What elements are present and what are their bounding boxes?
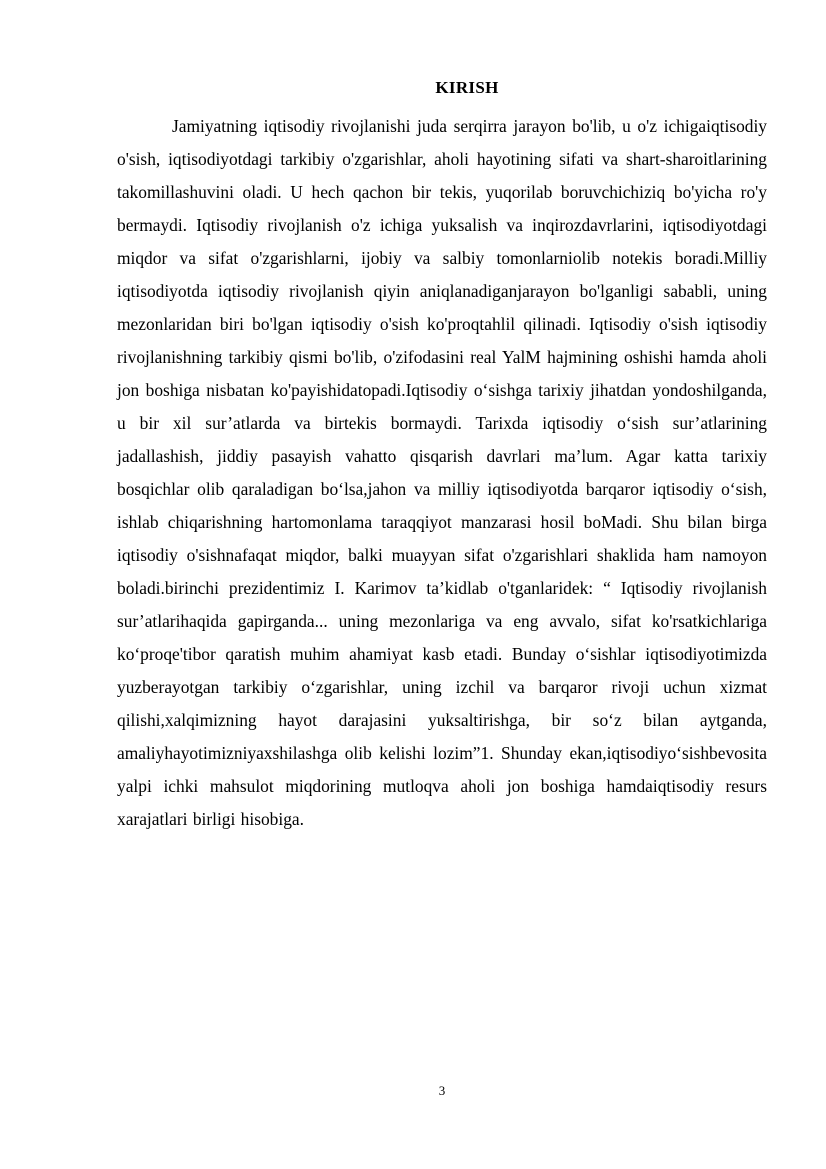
section-heading: KIRISH — [435, 78, 499, 97]
body-paragraph: Jamiyatning iqtisodiy rivojlanishi juda serqirra jarayon bo'lib, u o'z ichigaiqtisodiy o'sish, iqtisodiyotdagi tarkibiy o'zgarishlar, aholi hayotining sifati va shart-sharoitlarining takomillashuvini oladi. U hech qachon bir tekis, yuqorilab boruvchichiziq bo'yicha ro'y bermaydi. Iqtisodiy rivojlanish o'z ichiga yuksalish va inqirozdavrlarini, iqtisodiyotdagi miqdor va sifat o'zgarishlarni, ijobiy va salbiy tomonlarniolib notekis boradi.Milliy iqtisodiyotda iqtisodiy rivojlanish qiyin aniqlanadiganjarayon bo'lganligi sababli, uning mezonlaridan biri bo'lgan iqtisodiy o'sish ko'proqtahlil qilinadi. Iqtisodiy o'sish iqtisodiy rivojlanishning tarkibiy qismi bo'lib, o'zifodasini real YalM hajmining oshishi hamda aholi jon boshiga nisbatan ko'payishidatopadi.Iqtisodiy o‘sishga tarixiy jihatdan yondoshilganda, u bir xil sur’atlarda va birtekis bormaydi. Tarixda iqtisodiy o‘sish sur’atlarining jadallashish, jiddiy pasayish vahatto qisqarish davrlari ma’lum. Agar katta tarixiy bosqichlar olib qaraladigan bo‘lsa,jahon va milliy iqtisodiyotda barqaror iqtisodiy o‘sish, ishlab chiqarishning hartomonlama taraqqiyot manzarasi hosil boMadi. Shu bilan birga iqtisodiy o'sishnafaqat miqdor, balki muayyan sifat o'zgarishlari shaklida ham namoyon boladi.birinchi prezidentimiz I. Karimov ta’kidlab o'tganlaridek: “ Iqtisodiy rivojlanish sur’atlarihaqida gapirganda... uning mezonlariga va eng avvalo, sifat ko'rsatkichlariga ko‘proqe'tibor qaratish muhim ahamiyat kasb etadi. Bunday o‘sishlar iqtisodiyotimizda yuzberayotgan tarkibiy o‘zgarishlar, uning izchil va barqaror rivoji uchun xizmat qilishi,xalqimizning hayot darajasini yuksaltirishga, bir so‘z bilan aytganda, amaliyhayotimizniyaxshilashga olib kelishi lozim”1. Shunday ekan,iqtisodiyo‘sishbevosita yalpi ichki mahsulot miqdorining mutloqva aholi jon boshiga hamdaiqtisodiy resurs xarajatlari birligi hisobiga. — [117, 116, 767, 829]
page-number: 3 — [438, 1083, 446, 1098]
